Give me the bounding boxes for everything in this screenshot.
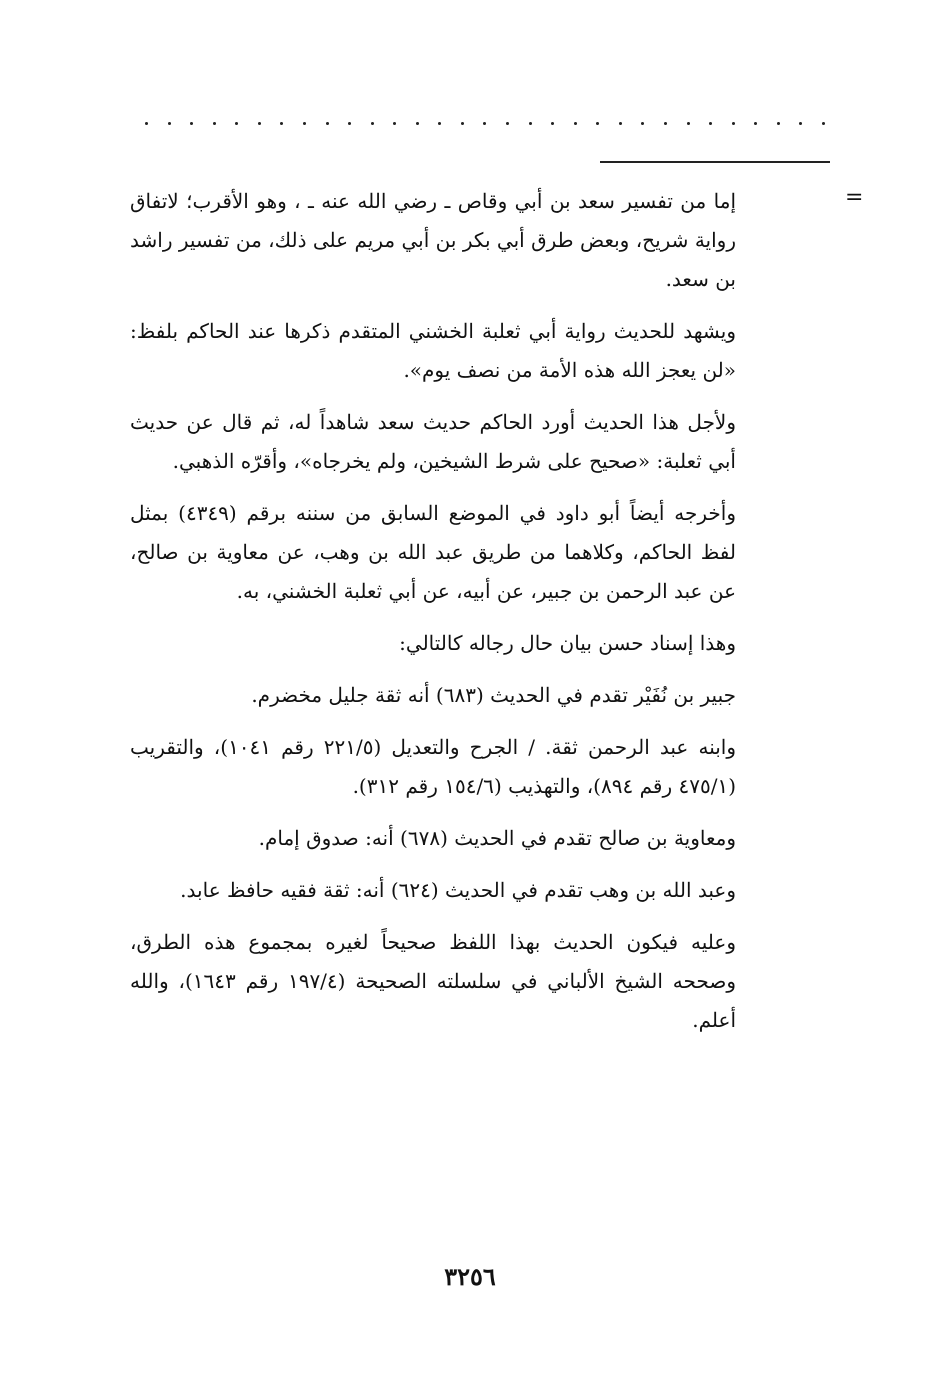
continuation-mark: = xyxy=(845,185,864,210)
footnote-rule xyxy=(600,161,830,163)
separator-dot xyxy=(483,122,486,125)
paragraph: وابنه عبد الرحمن ثقة. / الجرح والتعديل (٢٢١/٥ رقم ١٠٤١)، والتقريب (٤٧٥/١ رقم ٨٩٤)، والتهذيب (١٥٤/٦ رقم ٣١٢). xyxy=(130,735,737,798)
separator-dot xyxy=(190,122,193,125)
separator-dot xyxy=(754,122,757,125)
separator-dot xyxy=(213,122,216,125)
separator-dot xyxy=(326,122,329,125)
separator-dot xyxy=(822,122,825,125)
paragraph: جبير بن نُفَيْر تقدم في الحديث (٦٨٣) أنه ثقة جليل مخضرم. xyxy=(251,683,736,707)
separator-dot xyxy=(506,122,509,125)
separator-dot xyxy=(687,122,690,125)
separator-dot xyxy=(461,122,464,125)
separator-dot xyxy=(551,122,554,125)
separator-dot xyxy=(664,122,667,125)
separator-dot xyxy=(574,122,577,125)
separator-dot xyxy=(280,122,283,125)
paragraph: وهذا إسناد حسن بيان حال رجاله كالتالي: xyxy=(399,631,736,655)
paragraph: ولأجل هذا الحديث أورد الحاكم حديث سعد شاهداً له، ثم قال عن حديث أبي ثعلبة: «صحيح على شرط الشيخين، ولم يخرجاه»، وأقرّه الذهبي. xyxy=(130,410,736,473)
separator-dot xyxy=(596,122,599,125)
separator-dot xyxy=(393,122,396,125)
paragraph: وأخرجه أيضاً أبو داود في الموضع السابق من سننه برقم (٤٣٤٩) بمثل لفظ الحاكم، وكلاهما من طريق عبد الله بن وهب، عن معاوية بن صالح، عن عبد الرحمن بن جبير، عن أبيه، عن أبي ثعلبة الخشني، به. xyxy=(130,501,736,603)
paragraph: وعليه فيكون الحديث بهذا اللفظ صحيحاً لغيره بمجموع هذه الطرق، وصححه الشيخ الألباني في سلسلته الصحيحة (١٩٧/٤ رقم ١٦٤٣)، والله أعلم. xyxy=(130,930,736,1032)
separator-dot xyxy=(145,122,148,125)
separator-dot xyxy=(709,122,712,125)
paragraph: إما من تفسير سعد بن أبي وقاص ـ رضي الله عنه ـ ، وهو الأقرب؛ لاتفاق رواية شريح، وبعض طرق أبي بكر بن أبي مريم على ذلك، من تفسير راشد بن سعد. xyxy=(130,189,737,291)
paragraph: ويشهد للحديث رواية أبي ثعلبة الخشني المتقدم ذكرها عند الحاكم بلفظ: «لن يعجز الله هذه الأمة من نصف يوم». xyxy=(130,319,736,382)
separator-dot xyxy=(777,122,780,125)
separator-dot xyxy=(168,122,171,125)
separator-dot xyxy=(529,122,532,125)
separator-dot xyxy=(371,122,374,125)
separator-dot xyxy=(619,122,622,125)
separator-dot xyxy=(732,122,735,125)
separator-dot xyxy=(348,122,351,125)
paragraph: ومعاوية بن صالح تقدم في الحديث (٦٧٨) أنه: صدوق إمام. xyxy=(258,826,736,850)
separator-dot xyxy=(641,122,644,125)
footnote-text xyxy=(130,182,736,1053)
separator-dot xyxy=(416,122,419,125)
separator-dot xyxy=(303,122,306,125)
paragraph: وعبد الله بن وهب تقدم في الحديث (٦٢٤) أنه: ثقة فقيه حافظ عابد. xyxy=(180,878,736,902)
separator-dot xyxy=(258,122,261,125)
separator-dot xyxy=(438,122,441,125)
separator-dot xyxy=(799,122,802,125)
separator-dot xyxy=(235,122,238,125)
dotted-separator xyxy=(145,118,825,128)
page-number: ٣٢٥٦ xyxy=(444,1262,496,1291)
